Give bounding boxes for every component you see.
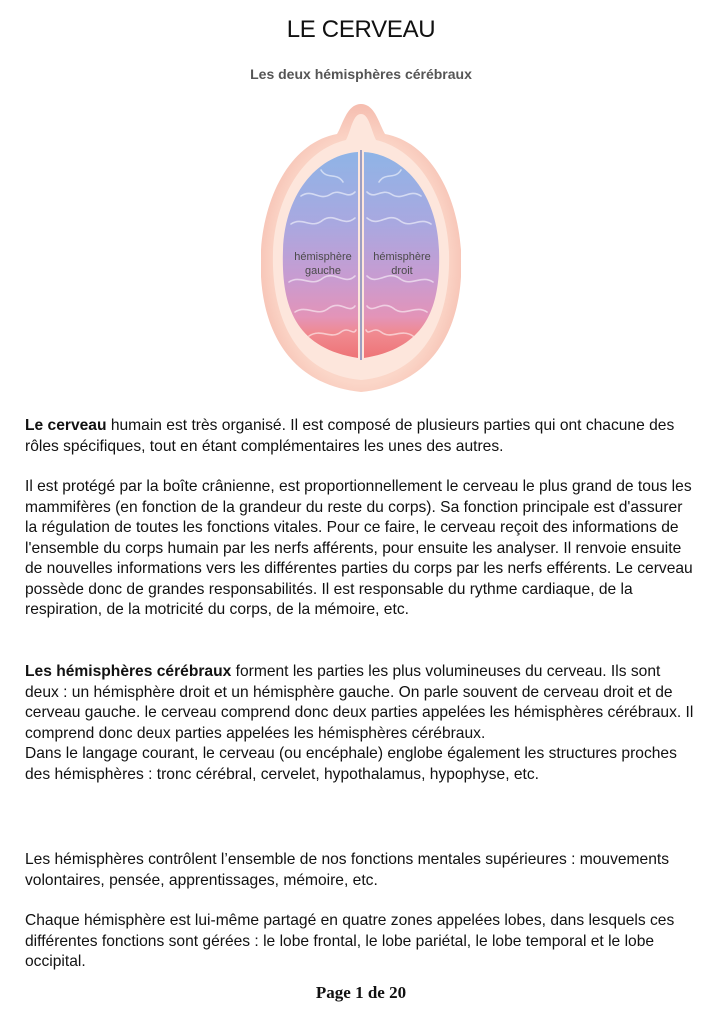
paragraph-protection <box>25 477 697 621</box>
paragraph-hemispheres <box>25 662 697 785</box>
figure-caption: Les deux hémisphères cérébraux <box>250 66 472 82</box>
paragraph-hemispheres-text: forment les parties les plus volumineuses du cerveau. Ils sont deux : un hémisphère droit et un hémisphère gauche. On parle souvent de cerveau droit et de cerveau gauche. le cerveau comprend donc deux parties appelées les hémisphères cérébraux. Il comprend donc deux parties appelées les hémisphères cérébraux. <box>25 663 694 742</box>
paragraph-protection-text: Il est protégé par la boîte crânienne, est proportionnellement le cerveau le plus grand de tous les mammifères (en fonction de la grandeur du reste du corps). Sa fonction principale est d'assurer la régulation de toutes les fonctions vitales. Pour ce faire, le cerveau reçoit des informations de l'ensemble du corps humain par les nerfs afférents, pour ensuite les analyser. Il renvoie ensuite de nouvelles informations vers les différentes parties du corps par les nerfs efférents. Le cerveau possède donc de grandes responsabilités. Il est responsable du rythme cardiaque, de la respiration, de la motricité du corps, de la mémoire, etc. <box>25 478 693 618</box>
paragraph-intro-text: humain est très organisé. Il est composé de plusieurs parties qui ont chacune des rôles spécifiques, tout en étant complémentaires les unes des autres. <box>25 417 675 455</box>
paragraph-lobes-text: Chaque hémisphère est lui-même partagé en quatre zones appelées lobes, dans lesquels ces différentes fonctions sont gérées : le lobe frontal, le lobe pariétal, le lobe temporal et le lobe occipital. <box>25 912 675 970</box>
paragraph-intro <box>25 416 697 457</box>
paragraph-hemispheres-bold: Les hémisphères cérébraux <box>25 663 232 680</box>
paragraph-intro-bold: Le cerveau <box>25 417 107 434</box>
paragraph-lobes <box>25 911 697 973</box>
left-hemisphere-label-line2: gauche <box>304 265 342 277</box>
right-hemisphere-label-line2: droit <box>391 265 413 277</box>
page-number: Page 1 de 20 <box>315 983 407 1002</box>
paragraph-functions <box>25 850 697 891</box>
brain-illustration <box>261 100 461 396</box>
page-title: LE CERVEAU <box>286 16 436 43</box>
right-hemisphere-label-line1: hémisphère <box>373 251 431 263</box>
paragraph-functions-text: Les hémisphères contrôlent l’ensemble de nos fonctions mentales supérieures : mouvements volontaires, pensée, apprentissages, mémoire, etc. <box>25 851 670 889</box>
left-hemisphere-label-line1: hémisphère <box>294 251 352 263</box>
paragraph-language: Dans le langage courant, le cerveau (ou encéphale) englobe également les structures proches des hémisphères : tronc cérébral, cervelet, hypothalamus, hypophyse, etc. <box>25 745 677 783</box>
